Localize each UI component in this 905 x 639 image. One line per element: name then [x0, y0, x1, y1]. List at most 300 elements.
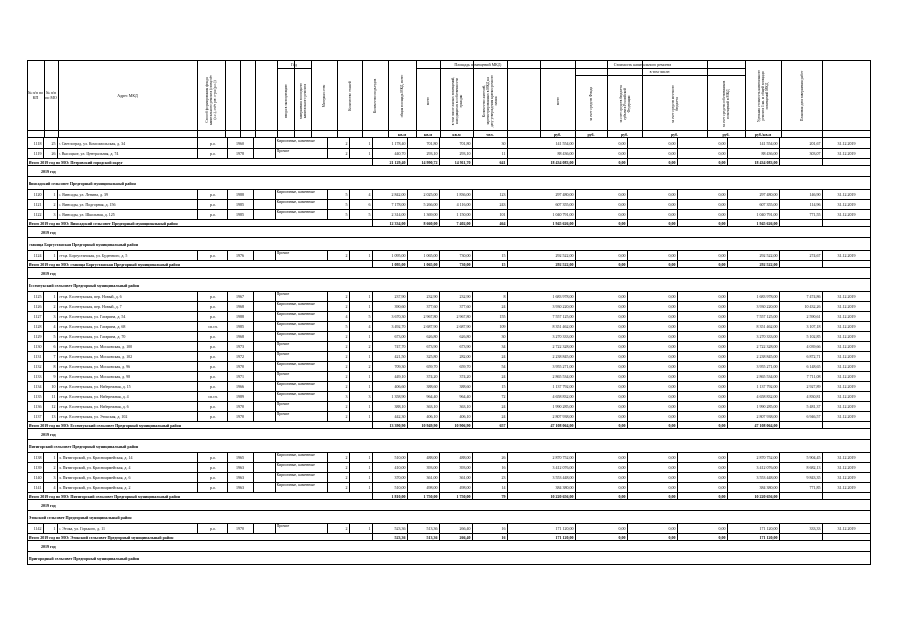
row-column-line — [439, 351, 440, 361]
row-column-line — [439, 311, 440, 321]
total-label: Итого 2019 год по МО: станица Боргустанская Предгорный муниципальный район — [28, 261, 180, 267]
total-bottom-border — [27, 267, 871, 268]
row-column-line — [27, 148, 28, 158]
row-column-line — [439, 381, 440, 391]
cell-a1: 1 178,40 — [391, 141, 406, 146]
total-column-line — [822, 260, 823, 267]
row-column-line — [627, 250, 628, 260]
cell-c2: 0,00 — [618, 414, 626, 419]
row-column-line — [27, 291, 28, 301]
total-column-line — [27, 260, 28, 267]
row-column-line — [27, 138, 28, 148]
cell-mo: 6 — [53, 344, 56, 349]
row-column-line — [327, 523, 328, 533]
row-column-line — [677, 472, 678, 482]
total-column-line — [779, 260, 780, 267]
row-column-line — [372, 321, 373, 331]
row-column-line — [870, 148, 871, 158]
section-bottom-border — [27, 523, 871, 524]
cell-kr: 1134 — [33, 384, 42, 389]
cell-kr: 1125 — [33, 294, 42, 299]
total-label: Итого 2019 год по МО: Пятигорский сельсовет Предгорный муниципальный район — [28, 493, 181, 499]
area-group-line — [416, 68, 540, 69]
row-column-line — [327, 401, 328, 411]
row-column-line — [253, 391, 254, 401]
cell-addr: п. Пятигорский, ул. Красноармейская, д. 6 — [58, 475, 131, 480]
header-column-line — [781, 60, 782, 137]
cell-e: 1 — [368, 253, 371, 258]
row-column-line — [575, 138, 576, 148]
row-column-line — [439, 523, 440, 533]
cell-m: р.о. — [210, 212, 216, 217]
row-column-line — [870, 361, 871, 371]
header-column-line — [416, 60, 417, 137]
row-column-line — [27, 452, 28, 462]
cell-u: 4 039,66 — [806, 344, 821, 349]
section-bottom-border — [27, 564, 871, 565]
row-column-line — [327, 199, 328, 209]
header-area-group: Площадь помещений МКД: — [454, 62, 502, 67]
row-column-line — [227, 209, 228, 219]
cell-w: Прочие — [276, 371, 290, 376]
cell-c2: 0,00 — [618, 526, 626, 531]
total-c2: 0,00 — [618, 220, 626, 226]
cell-m: р.о. — [210, 526, 216, 531]
cell-f: 2 — [345, 485, 348, 490]
total-c2: 0,00 — [618, 159, 626, 165]
cell-a1: 2 842,00 — [391, 192, 406, 197]
header-column-line — [255, 60, 256, 137]
cell-w: Прочие — [276, 250, 290, 255]
cell-f: 2 — [345, 253, 348, 258]
row-column-line — [870, 482, 871, 492]
row-column-line — [27, 301, 28, 311]
row-column-line — [253, 371, 254, 381]
cell-y2 — [255, 212, 274, 217]
row-column-line — [197, 209, 198, 219]
total-column-line — [677, 260, 678, 267]
cell-c1: 2 870 752,00 — [552, 455, 574, 460]
year-side-line — [27, 226, 28, 237]
row-column-line — [253, 209, 254, 219]
year-side-line — [870, 540, 871, 551]
total-column-line — [727, 533, 728, 540]
row-column-line — [253, 523, 254, 533]
row-column-line — [57, 452, 58, 462]
cell-addr: п. Пятигорский, ул. Красноармейская, д. 4 — [58, 465, 131, 470]
row-column-line — [779, 401, 780, 411]
header-unit-cost: Удельная стоимость капитального ремонта 1 кв. м общей площади помещений МКД — [757, 69, 769, 123]
cell-u: 10 432,26 — [804, 304, 821, 309]
total-c3: 0,00 — [668, 220, 676, 226]
cell-d: 31.12.2019 — [837, 192, 856, 197]
row-column-line — [627, 138, 628, 148]
total-c5: 18 434 083,00 — [754, 159, 778, 165]
year-bottom-border — [27, 176, 871, 177]
cell-f: 3 — [345, 394, 348, 399]
row-column-line — [870, 452, 871, 462]
cell-p: 24 — [501, 374, 506, 379]
cell-f: 2 — [345, 294, 348, 299]
row-column-line — [27, 462, 28, 472]
row-column-line — [349, 452, 350, 462]
cell-y2 — [255, 374, 274, 379]
row-column-line — [275, 472, 276, 482]
row-column-line — [43, 391, 44, 401]
row-column-line — [822, 351, 823, 361]
cell-addr: с. Винсады, ул. Подгорная, д. 156 — [58, 202, 116, 207]
cell-c5: 3 270 333,00 — [756, 334, 778, 339]
row-column-line — [779, 361, 780, 371]
cell-mo: 12 — [51, 404, 56, 409]
cell-p: 26 — [501, 455, 506, 460]
row-column-line — [677, 148, 678, 158]
total-p: 657 — [499, 422, 506, 428]
row-column-line — [27, 482, 28, 492]
row-column-line — [253, 291, 254, 301]
row-column-line — [275, 381, 276, 391]
row-column-line — [822, 291, 823, 301]
cell-m: р.о. — [210, 253, 216, 258]
row-column-line — [727, 291, 728, 301]
header-incl: в том числе: — [649, 69, 671, 74]
row-column-line — [627, 291, 628, 301]
cell-e: 1 — [368, 526, 371, 531]
row-column-line — [349, 462, 350, 472]
row-column-line — [727, 371, 728, 381]
row-column-line — [327, 482, 328, 492]
row-column-line — [27, 351, 28, 361]
row-column-line — [197, 138, 198, 148]
row-column-line — [822, 189, 823, 199]
row-column-line — [227, 452, 228, 462]
row-column-line — [57, 523, 58, 533]
cell-a1: 747,70 — [394, 344, 406, 349]
row-column-line — [407, 401, 408, 411]
row-column-line — [627, 462, 628, 472]
row-column-line — [227, 341, 228, 351]
cell-c2: 0,00 — [618, 384, 626, 389]
cell-y1: 1965 — [236, 455, 244, 460]
total-column-line — [507, 219, 508, 226]
row-column-line — [727, 189, 728, 199]
cell-d: 31.12.2019 — [837, 253, 856, 258]
row-column-line — [197, 401, 198, 411]
row-column-line — [472, 462, 473, 472]
cell-addr: ст-ца. Боргустанская, ул. Буденного, д. 5 — [58, 253, 128, 258]
row-column-line — [253, 311, 254, 321]
row-column-line — [870, 462, 871, 472]
row-column-line — [507, 148, 508, 158]
cell-a3: 626,80 — [459, 334, 471, 339]
row-column-line — [327, 301, 328, 311]
row-column-line — [627, 199, 628, 209]
row-column-line — [327, 291, 328, 301]
total-c2: 0,00 — [618, 493, 626, 499]
row-column-line — [372, 381, 373, 391]
row-column-line — [779, 138, 780, 148]
row-column-line — [27, 341, 28, 351]
row-column-line — [43, 401, 44, 411]
cell-kr: 1128 — [33, 324, 42, 329]
row-column-line — [407, 250, 408, 260]
header-year-last-repair: завершения последнего капитального ремонта — [298, 82, 307, 119]
total-a2: 1 750,00 — [423, 493, 438, 499]
row-column-line — [227, 381, 228, 391]
cell-f: 2 — [345, 384, 348, 389]
cell-e: 2 — [368, 344, 371, 349]
row-column-line — [727, 301, 728, 311]
row-column-line — [372, 411, 373, 421]
row-column-line — [197, 291, 198, 301]
row-column-line — [349, 148, 350, 158]
unit-label: руб. — [620, 131, 629, 137]
row-column-line — [253, 381, 254, 391]
row-column-line — [472, 321, 473, 331]
row-column-line — [439, 371, 440, 381]
row-column-line — [507, 138, 508, 148]
cell-c1: 2 865 534,00 — [552, 374, 574, 379]
total-column-line — [372, 533, 373, 540]
cell-c5: 3 930 220,00 — [756, 304, 778, 309]
row-column-line — [197, 482, 198, 492]
row-column-line — [253, 472, 254, 482]
row-column-line — [275, 148, 276, 158]
cell-p: 23 — [501, 475, 506, 480]
cell-u: 8 682,13 — [806, 465, 821, 470]
header-area-total: всего — [426, 96, 430, 105]
row-column-line — [372, 391, 373, 401]
total-column-line — [407, 158, 408, 165]
row-column-line — [822, 411, 823, 421]
cell-y2 — [255, 304, 274, 309]
total-bottom-border — [27, 499, 871, 500]
cell-c5: 2 865 534,00 — [756, 374, 778, 379]
cell-f: 2 — [345, 151, 348, 156]
row-column-line — [507, 291, 508, 301]
cell-f: 2 — [345, 414, 348, 419]
cell-y2 — [255, 384, 274, 389]
cell-w: Кирпичные, каменные — [276, 301, 315, 306]
row-column-line — [575, 148, 576, 158]
row-column-line — [43, 199, 44, 209]
cell-w: Прочие — [276, 341, 290, 346]
row-column-line — [349, 401, 350, 411]
cell-e: 4 — [368, 192, 371, 197]
row-column-line — [677, 452, 678, 462]
total-c3: 0,00 — [668, 261, 676, 267]
cell-kr: 1131 — [33, 354, 42, 359]
cell-a2: 513,36 — [426, 526, 438, 531]
row-column-line — [575, 523, 576, 533]
row-column-line — [372, 311, 373, 321]
total-c1: 171 120,00 — [555, 534, 574, 540]
total-column-line — [507, 260, 508, 267]
row-bottom-border — [27, 148, 871, 149]
total-c4: 0,00 — [718, 220, 726, 226]
cell-c1: 3 270 333,00 — [552, 334, 574, 339]
total-column-line — [472, 219, 473, 226]
cell-y2 — [255, 253, 274, 258]
cell-mo: 4 — [53, 485, 56, 490]
year-side-line — [27, 428, 28, 439]
row-column-line — [43, 523, 44, 533]
row-column-line — [575, 391, 576, 401]
cell-f: 5 — [345, 212, 348, 217]
row-column-line — [627, 381, 628, 391]
row-column-line — [627, 311, 628, 321]
total-p: 16 — [501, 534, 506, 540]
row-column-line — [627, 371, 628, 381]
year-group-line — [277, 68, 311, 69]
cell-y1: 1988 — [236, 192, 244, 197]
row-column-line — [439, 391, 440, 401]
row-column-line — [870, 381, 871, 391]
cell-a3: 1 150,00 — [456, 212, 471, 217]
row-column-line — [507, 301, 508, 311]
row-column-line — [227, 148, 228, 158]
cell-y1: 1970 — [236, 526, 244, 531]
total-c5: 47 108 064,00 — [754, 422, 778, 428]
cell-m: сп.сч. — [208, 394, 218, 399]
row-column-line — [439, 331, 440, 341]
row-column-line — [197, 148, 198, 158]
row-column-line — [227, 199, 228, 209]
cell-y2 — [255, 455, 274, 460]
row-column-line — [275, 250, 276, 260]
cell-f: 2 — [345, 465, 348, 470]
cell-u: 303,07 — [809, 151, 821, 156]
cell-c2: 0,00 — [618, 192, 626, 197]
total-a2: 8 660,00 — [423, 220, 438, 226]
cell-c2: 0,00 — [618, 304, 626, 309]
cell-a2: 673,90 — [426, 344, 438, 349]
cell-kr: 1118 — [33, 141, 42, 146]
total-column-line — [507, 492, 508, 499]
row-bottom-border — [27, 381, 871, 382]
cell-mo: 13 — [51, 414, 56, 419]
cell-c4: 0,00 — [718, 475, 726, 480]
total-c5: 1 945 626,00 — [756, 220, 778, 226]
row-column-line — [575, 351, 576, 361]
cell-y2 — [255, 394, 274, 399]
row-column-line — [627, 472, 628, 482]
cell-e: 5 — [368, 314, 371, 319]
cell-w: Кирпичные, каменные — [276, 452, 315, 457]
cell-y2 — [255, 294, 274, 299]
cell-d: 31.12.2019 — [837, 465, 856, 470]
cell-c2: 0,00 — [618, 151, 626, 156]
cell-m: р.о. — [210, 364, 216, 369]
cell-w: Кирпичные, каменные — [276, 189, 315, 194]
cell-c3: 0,00 — [668, 526, 676, 531]
row-column-line — [677, 523, 678, 533]
cell-addr: ст-ца. Ессентукская, пер. Новый, д. 6 — [58, 294, 122, 299]
row-column-line — [372, 341, 373, 351]
row-column-line — [227, 371, 228, 381]
row-column-line — [43, 361, 44, 371]
cell-kr: 1135 — [33, 394, 42, 399]
row-column-line — [472, 189, 473, 199]
row-column-line — [870, 321, 871, 331]
row-column-line — [677, 361, 678, 371]
cell-u: 201,67 — [809, 141, 821, 146]
cell-d: 31.12.2019 — [837, 526, 856, 531]
row-column-line — [27, 401, 28, 411]
total-column-line — [472, 158, 473, 165]
row-column-line — [253, 351, 254, 361]
row-column-line — [57, 462, 58, 472]
row-column-line — [507, 250, 508, 260]
cell-mo: 3 — [53, 314, 56, 319]
cell-c3: 0,00 — [668, 384, 676, 389]
cell-w: Прочие — [276, 401, 290, 406]
cell-c1: 3 955 271,00 — [552, 364, 574, 369]
row-column-line — [227, 311, 228, 321]
cell-e: 1 — [368, 465, 371, 470]
row-column-line — [677, 401, 678, 411]
row-column-line — [439, 250, 440, 260]
row-column-line — [822, 371, 823, 381]
row-column-line — [327, 452, 328, 462]
section-side-line — [870, 237, 871, 250]
cell-c1: 8 351 462,00 — [552, 324, 574, 329]
unit-label: чел. — [486, 131, 494, 137]
cell-addr: г. Высоцкое, ул. Центральная, д. 74 — [58, 151, 119, 156]
total-c2: 0,00 — [618, 534, 626, 540]
row-column-line — [275, 311, 276, 321]
row-column-line — [407, 381, 408, 391]
row-column-line — [197, 331, 198, 341]
total-c1: 292 522,00 — [555, 261, 574, 267]
cell-p: 16 — [501, 465, 506, 470]
row-column-line — [870, 351, 871, 361]
total-a3: 1 750,00 — [456, 493, 471, 499]
row-column-line — [253, 321, 254, 331]
cell-c1: 607 355,00 — [555, 202, 574, 207]
row-column-line — [472, 311, 473, 321]
cell-mo: 11 — [51, 394, 56, 399]
total-a2: 14 990,72 — [421, 159, 438, 165]
row-column-line — [227, 391, 228, 401]
total-bottom-border — [27, 540, 871, 541]
cell-m: сп.сч. — [208, 324, 218, 329]
row-column-line — [407, 209, 408, 219]
row-column-line — [779, 411, 780, 421]
cell-u: 6 946,57 — [806, 414, 821, 419]
row-column-line — [197, 411, 198, 421]
cell-y1: 1985 — [236, 212, 244, 217]
row-column-line — [407, 391, 408, 401]
year-label: 2019 год — [41, 503, 56, 508]
cell-a2: 293,10 — [426, 151, 438, 156]
cell-f: 2 — [345, 141, 348, 146]
cell-e: 1 — [368, 141, 371, 146]
cell-y1: 1963 — [236, 465, 244, 470]
cell-c3: 0,00 — [668, 394, 676, 399]
header-column-line — [225, 60, 226, 137]
total-column-line — [407, 492, 408, 499]
total-column-line — [727, 219, 728, 226]
row-column-line — [349, 351, 350, 361]
row-column-line — [275, 462, 276, 472]
cell-c1: 2 722 328,00 — [552, 344, 574, 349]
cell-y1: 1971 — [236, 374, 244, 379]
cell-c1: 2 238 845,00 — [552, 354, 574, 359]
cell-a2: 2 687,90 — [423, 324, 438, 329]
cell-e: 1 — [368, 374, 371, 379]
row-column-line — [727, 311, 728, 321]
